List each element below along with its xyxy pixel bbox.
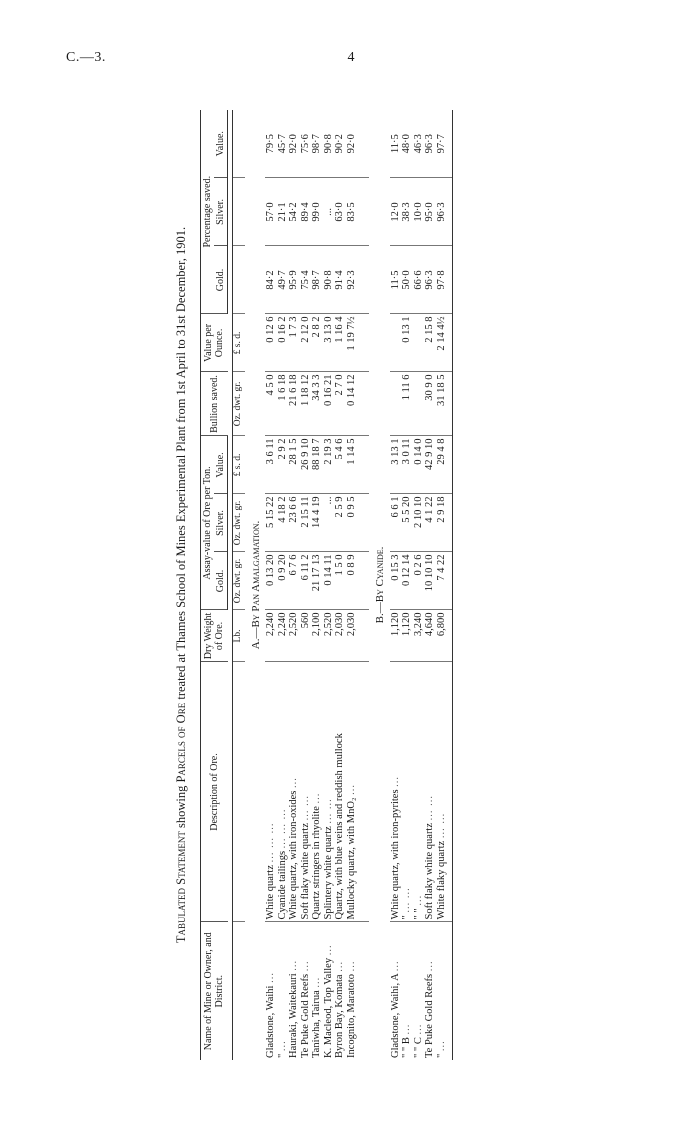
assay-silver-cell: 5 15 22	[265, 494, 277, 552]
col-assay-gold-header: Gold.	[214, 552, 228, 610]
section-title-row	[245, 110, 266, 1060]
mine-cell	[413, 922, 425, 1060]
col-mine-header: Name of Mine or Owner, and District.	[201, 922, 228, 1060]
mine-cell-text: Te Puke Gold Reefs	[299, 973, 311, 1058]
description-cell-text: White flaky quartz	[435, 840, 447, 920]
bullion-cell: 2 7 0	[334, 372, 346, 436]
pct-silver-cell: 83·5	[346, 178, 358, 246]
assay-silver-cell: ...	[323, 494, 335, 552]
pct-silver-cell: 99·0	[311, 178, 323, 246]
col-vpo-header: Value per Ounce.	[201, 314, 228, 372]
pct-silver-cell: 38·3	[401, 178, 413, 246]
assay-gold-cell: 0 15 3	[390, 552, 402, 610]
pct-silver-cell: 95·0	[424, 178, 436, 246]
unit-row	[233, 110, 245, 1060]
value-per-ounce-cell: 2 14 4½	[436, 314, 448, 372]
mine-cell	[300, 922, 312, 1060]
description-cell-text: Mullocky quartz, with MnO₂	[345, 797, 357, 920]
leader-dots: ... ...	[424, 794, 435, 821]
assay-gold-cell: 0 14 11	[323, 552, 335, 610]
section-title: B.—By Cyanide.	[374, 546, 386, 624]
value-per-ounce-cell	[413, 314, 425, 372]
description-cell	[265, 662, 277, 922]
mine-cell	[401, 922, 413, 1060]
leader-dots: ...	[265, 972, 276, 983]
mine-cell	[277, 922, 289, 1060]
unit-label: Oz. dwt. gr.	[233, 372, 245, 436]
col-pct-silver-header: Silver.	[214, 178, 228, 246]
leader-dots: ...	[311, 976, 322, 988]
unit-label: £ s. d.	[233, 436, 245, 494]
mine-cell-text: Byron Bay, Komata	[334, 974, 345, 1058]
assay-gold-cell: 10 10 10	[424, 552, 436, 610]
pct-gold-cell: 96·3	[424, 246, 436, 314]
col-percentage-header: Percentage saved.	[201, 110, 215, 314]
description-cell	[334, 662, 346, 922]
description-cell-text: " "	[412, 908, 424, 920]
pct-gold-cell: 98·7	[311, 246, 323, 314]
mine-cell	[436, 922, 448, 1060]
assay-silver-cell: 2 10 10	[413, 494, 425, 552]
pct-gold-cell: 49·7	[277, 246, 289, 314]
table-row	[323, 110, 335, 1060]
leader-dots: ...	[389, 775, 401, 787]
assay-value-cell: 3 0 11	[401, 436, 413, 494]
mine-cell-text: Gladstone, Waihi	[265, 985, 276, 1058]
table-row	[424, 110, 436, 1060]
leader-dots: ... ... ...	[265, 822, 276, 863]
table-row	[288, 110, 300, 1060]
bullion-cell: 4 5 0	[265, 372, 277, 436]
assay-gold-cell: 1 5 0	[334, 552, 346, 610]
weight-cell: 2,100	[311, 610, 323, 662]
weight-cell: 2,030	[346, 610, 358, 662]
pct-gold-cell: 50·0	[401, 246, 413, 314]
mine-cell-text: Taniwha, Tairua	[311, 990, 322, 1058]
description-cell	[288, 662, 300, 922]
pct-value-cell: 98·7	[311, 110, 323, 178]
weight-cell: 1,120	[390, 610, 402, 662]
assay-value-cell: 3 13 1	[390, 436, 402, 494]
assay-silver-cell: 6 6 1	[390, 494, 402, 552]
pct-silver-cell: 57·0	[265, 178, 277, 246]
pct-silver-cell: 89·4	[300, 178, 312, 246]
mine-cell-text: "	[435, 1053, 447, 1058]
assay-value-cell: 1 14 5	[346, 436, 358, 494]
table-row	[277, 110, 289, 1060]
value-per-ounce-cell: 1 16 4	[334, 314, 346, 372]
table-body	[233, 110, 453, 1060]
weight-cell: 1,120	[401, 610, 413, 662]
mine-cell-text: " " C	[412, 1037, 424, 1058]
description-cell-text: Splintery white quartz	[322, 826, 334, 920]
mine-cell-text: Incognito, Maratoto	[345, 974, 357, 1058]
pct-silver-cell: 63·0	[334, 178, 346, 246]
pct-gold-cell: 84·2	[265, 246, 277, 314]
pct-value-cell: 90·8	[323, 110, 335, 178]
assay-silver-cell: 4 18 2	[277, 494, 289, 552]
value-per-ounce-cell: 3 13 0	[323, 314, 335, 372]
assay-gold-cell: 0 12 14	[401, 552, 413, 610]
value-per-ounce-cell: 2 8 2	[311, 314, 323, 372]
col-bullion-header: Bullion saved.	[201, 372, 228, 436]
leader-dots: ...	[288, 777, 299, 788]
weight-cell: 2,520	[323, 610, 335, 662]
unit-label: Oz. dwt. gr.	[233, 494, 245, 552]
leader-dots: ...	[334, 960, 345, 972]
bullion-cell	[390, 372, 402, 436]
col-assay-value-header: Value.	[214, 436, 228, 494]
caption-rest: treated at Thames School of Mines Experimental Plant from 1st April to 31st December, 1901.	[174, 226, 188, 703]
mine-cell	[390, 922, 402, 1060]
assay-value-cell: 5 4 6	[334, 436, 346, 494]
leader-dots: ...	[412, 1023, 424, 1035]
weight-cell: 2,240	[277, 610, 289, 662]
description-cell	[401, 662, 413, 922]
page-header-left: C.—3.	[66, 50, 106, 65]
description-cell	[424, 662, 436, 922]
weight-cell: 2,030	[334, 610, 346, 662]
pct-value-cell: 46·3	[413, 110, 425, 178]
table-row	[401, 110, 413, 1060]
pct-silver-cell: 12·0	[390, 178, 402, 246]
unit-label: £ s. d.	[233, 314, 245, 372]
assay-value-cell: 28 1 5	[288, 436, 300, 494]
assay-silver-cell: 4 1 22	[424, 494, 436, 552]
assay-value-cell: 26 9 10	[300, 436, 312, 494]
description-cell	[300, 662, 312, 922]
mine-cell-text: K. Macleod, Top Valley	[322, 957, 334, 1058]
rotated-table-block	[170, 110, 540, 1060]
table-row	[311, 110, 323, 1060]
pct-gold-cell: 75·4	[300, 246, 312, 314]
table-row	[346, 110, 358, 1060]
unit-label: Oz. dwt. gr.	[233, 552, 245, 610]
weight-cell: 4,640	[424, 610, 436, 662]
unit-label: Lb.	[233, 610, 245, 662]
caption-connector: showing	[174, 782, 188, 832]
bullion-cell: 0 14 12	[346, 372, 358, 436]
bullion-cell: 0 16 21	[323, 372, 335, 436]
leader-dots: ...	[401, 1023, 412, 1035]
leader-dots: ...	[345, 960, 357, 972]
table-row	[436, 110, 448, 1060]
assay-silver-cell: 0 9 5	[346, 494, 358, 552]
description-cell-text: Quartz, with blue veins and reddish mullock	[334, 733, 345, 920]
leader-dots: ...	[424, 960, 435, 972]
weight-cell: 2,520	[288, 610, 300, 662]
weight-cell: 560	[300, 610, 312, 662]
ore-parcels-table	[200, 110, 453, 1060]
assay-silver-cell: 5 5 20	[401, 494, 413, 552]
leader-dots: ... ... ...	[276, 808, 288, 849]
description-cell	[346, 662, 358, 922]
description-cell-text: Quartz stringers in rhyolite	[311, 806, 322, 920]
assay-value-cell: 0 14 0	[413, 436, 425, 494]
section-title: A.—By Pan Amalgamation.	[249, 520, 262, 650]
table-row	[300, 110, 312, 1060]
pct-silver-cell: 96·3	[436, 178, 448, 246]
value-per-ounce-cell: 2 15 8	[424, 314, 436, 372]
description-cell-text: White quartz, with iron-oxides	[288, 790, 299, 920]
table-row	[413, 110, 425, 1060]
assay-silver-cell: 23 6 6	[288, 494, 300, 552]
pct-gold-cell: 95·9	[288, 246, 300, 314]
mine-cell	[424, 922, 436, 1060]
description-cell-text: White quartz, with iron-pyrites	[389, 789, 401, 920]
pct-gold-cell: 91·4	[334, 246, 346, 314]
col-description-header: Description of Ore.	[201, 662, 228, 922]
description-cell	[413, 662, 425, 922]
leader-dots: ...	[412, 894, 424, 906]
leader-dots: ... ...	[322, 798, 334, 824]
leader-dots: ... ...	[435, 812, 447, 839]
bullion-cell: 1 11 6	[401, 372, 413, 436]
description-cell-text: Soft flaky white quartz	[299, 822, 311, 920]
mine-cell	[334, 922, 346, 1060]
assay-gold-cell: 0 2 6	[413, 552, 425, 610]
weight-cell: 6,800	[436, 610, 448, 662]
mine-cell-text: Gladstone, Waihi, A	[389, 973, 401, 1058]
caption-lead: Tabulated Statement	[174, 831, 188, 944]
pct-value-cell: 90·2	[334, 110, 346, 178]
table-row	[265, 110, 277, 1060]
leader-dots: ...	[311, 792, 322, 804]
value-per-ounce-cell: 2 12 0	[300, 314, 312, 372]
mine-cell-text: Hauraki, Waitekauri	[288, 973, 299, 1058]
value-per-ounce-cell: 0 13 1	[401, 314, 413, 372]
leader-dots: ...	[299, 960, 311, 972]
pct-value-cell: 75·6	[300, 110, 312, 178]
assay-silver-cell: 2 9 18	[436, 494, 448, 552]
value-per-ounce-cell: 0 16 2	[277, 314, 289, 372]
assay-gold-cell: 0 9 20	[277, 552, 289, 610]
mine-cell	[311, 922, 323, 1060]
mine-cell	[265, 922, 277, 1060]
mine-cell	[288, 922, 300, 1060]
pct-gold-cell: 66·6	[413, 246, 425, 314]
bullion-cell: 31 18 5	[436, 372, 448, 436]
value-per-ounce-cell	[390, 314, 402, 372]
col-weight-header: Dry Weight of Ore.	[201, 610, 228, 662]
pct-value-cell: 96·3	[424, 110, 436, 178]
weight-cell: 3,240	[413, 610, 425, 662]
leader-dots: ...	[322, 944, 334, 956]
assay-value-cell: 3 6 11	[265, 436, 277, 494]
pct-value-cell: 11·5	[390, 110, 402, 178]
pct-value-cell: 92·0	[346, 110, 358, 178]
bullion-cell	[413, 372, 425, 436]
pct-silver-cell: 54·2	[288, 178, 300, 246]
leader-dots: ...	[288, 959, 299, 971]
pct-value-cell: 79·5	[265, 110, 277, 178]
col-pct-gold-header: Gold.	[214, 246, 228, 314]
assay-gold-cell: 21 17 13	[311, 552, 323, 610]
assay-silver-cell: 2 5 9	[334, 494, 346, 552]
assay-value-cell: 2 19 3	[323, 436, 335, 494]
description-cell-text: Cyanide tailings	[276, 850, 288, 920]
description-cell-text: Soft flaky white quartz	[424, 822, 435, 920]
leader-dots: ...	[276, 1040, 288, 1052]
pct-value-cell: 48·0	[401, 110, 413, 178]
weight-cell: 2,240	[265, 610, 277, 662]
leader-dots: ...	[435, 1040, 447, 1052]
mine-cell-text: "	[276, 1053, 288, 1058]
pct-silver-cell: ...	[323, 178, 335, 246]
description-cell	[323, 662, 335, 922]
bullion-cell: 21 6 18	[288, 372, 300, 436]
pct-silver-cell: 10·0	[413, 178, 425, 246]
col-assay-silver-header: Silver.	[214, 494, 228, 552]
bullion-cell: 34 3 3	[311, 372, 323, 436]
pct-value-cell: 97·7	[436, 110, 448, 178]
leader-dots: ... ...	[299, 794, 311, 821]
bullion-cell: 30 9 0	[424, 372, 436, 436]
page-number: 4	[347, 50, 355, 65]
pct-gold-cell: 92·3	[346, 246, 358, 314]
pct-value-cell: 45·7	[277, 110, 289, 178]
assay-value-cell: 42 9 10	[424, 436, 436, 494]
pct-gold-cell: 97·8	[436, 246, 448, 314]
assay-silver-cell: 14 4 19	[311, 494, 323, 552]
description-cell-text: White quartz	[265, 864, 276, 920]
caption-subject: Parcels of Ore	[174, 702, 188, 783]
assay-value-cell: 2 9 2	[277, 436, 289, 494]
assay-gold-cell: 0 8 9	[346, 552, 358, 610]
table-row	[390, 110, 402, 1060]
table-caption	[170, 110, 192, 1060]
description-cell	[436, 662, 448, 922]
leader-dots: ...	[345, 783, 357, 795]
table-row	[334, 110, 346, 1060]
bullion-cell: 1 6 18	[277, 372, 289, 436]
pct-value-cell: 92·0	[288, 110, 300, 178]
description-cell	[277, 662, 289, 922]
section-title-row	[369, 110, 390, 1060]
assay-gold-cell: 7 4 22	[436, 552, 448, 610]
value-per-ounce-cell: 1 19 7½	[346, 314, 358, 372]
value-per-ounce-cell: 0 12 6	[265, 314, 277, 372]
leader-dots: ...	[389, 960, 401, 972]
assay-gold-cell: 6 7 6	[288, 552, 300, 610]
value-per-ounce-cell: 1 7 3	[288, 314, 300, 372]
assay-silver-cell: 2 15 11	[300, 494, 312, 552]
mine-cell	[323, 922, 335, 1060]
description-cell	[311, 662, 323, 922]
assay-gold-cell: 0 13 20	[265, 552, 277, 610]
col-pct-value-header: Value.	[214, 110, 228, 178]
assay-gold-cell: 6 11 2	[300, 552, 312, 610]
description-cell-text: "	[401, 915, 412, 920]
assay-value-cell: 88 18 7	[311, 436, 323, 494]
description-cell	[390, 662, 402, 922]
pct-silver-cell: 21·1	[277, 178, 289, 246]
mine-cell	[346, 922, 358, 1060]
leader-dots: ... ...	[401, 887, 412, 913]
pct-gold-cell: 90·8	[323, 246, 335, 314]
assay-value-cell: 29 4 8	[436, 436, 448, 494]
bullion-cell: 1 18 12	[300, 372, 312, 436]
mine-cell-text: " " B	[401, 1037, 412, 1058]
col-assay-header: Assay-value of Ore per Ton.	[201, 436, 215, 610]
mine-cell-text: Te Puke Gold Reefs	[424, 973, 435, 1058]
pct-gold-cell: 11·5	[390, 246, 402, 314]
